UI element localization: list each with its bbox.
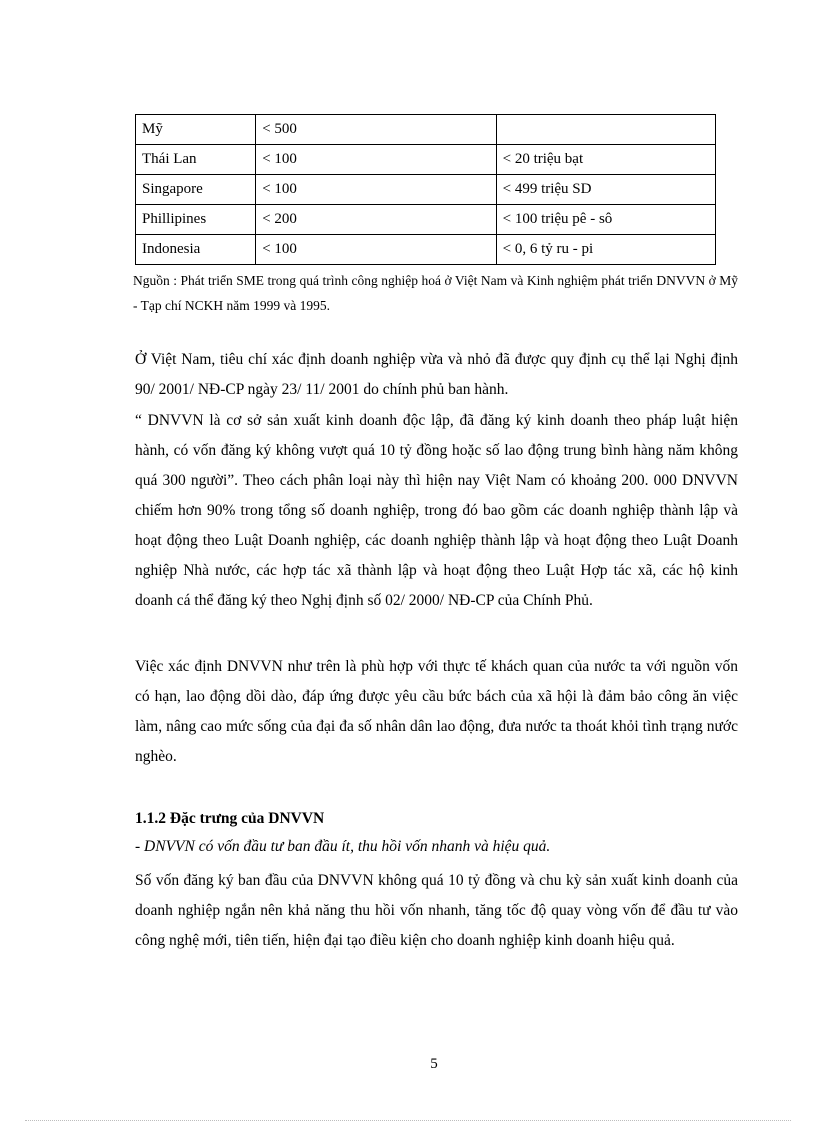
section-subheading: - DNVVN có vốn đầu tư ban đầu ít, thu hồi vốn nhanh và hiệu quả. [135, 838, 551, 855]
table-cell: < 200 [256, 205, 496, 235]
paragraph-dnvvn-assessment: Việc xác định DNVVN như trên là phù hợp với thực tế khách quan của nước ta với nguồn vốn có hạn, lao động dồi dào, đáp ứng được yêu cầu bức bách của xã hội là đảm bảo công ăn việc làm, nâng cao mức sống của đại đa số nhân dân lao động, đưa nước ta thoát khỏi tình trạng nước nghèo. [135, 658, 738, 765]
table-cell: < 499 triệu SD [496, 175, 715, 205]
table-cell: < 100 [256, 235, 496, 265]
paragraph-capital: Số vốn đăng ký ban đầu của DNVVN không quá 10 tỷ đồng và chu kỳ sản xuất kinh doanh của doanh nghiệp ngắn nên khả năng thu hồi vốn nhanh, tăng tốc độ quay vòng vốn để đầu tư vào công nghệ mới, tiên tiến, hiện đại tạo điều kiện cho doanh nghiệp kinh doanh hiệu quả. [135, 872, 738, 949]
table-cell: Phillipines [136, 205, 256, 235]
section-heading: 1.1.2 Đặc trưng của DNVVN [135, 810, 325, 827]
paragraph-vietnam-criteria: Ở Việt Nam, tiêu chí xác định doanh nghiệp vừa và nhỏ đã được quy định cụ thể lại Nghị định 90/ 2001/ NĐ-CP ngày 23/ 11/ 2001 do chính phủ ban hành. [135, 351, 738, 398]
table-cell: < 0, 6 tỷ ru - pi [496, 235, 715, 265]
table-body [136, 115, 716, 265]
table-source-note: Nguồn : Phát triển SME trong quá trình công nghiệp hoá ở Việt Nam và Kinh nghiệm phát triển DNVVN ở Mỹ - Tạp chí NCKH năm 1999 và 1995. [133, 273, 738, 313]
table-row [136, 145, 716, 175]
sme-criteria-table [135, 114, 716, 265]
paragraph-dnvvn-definition: “ DNVVN là cơ sở sản xuất kinh doanh độc lập, đã đăng ký kinh doanh theo pháp luật hiện hành, có vốn đăng ký không vượt quá 10 tỷ đồng hoặc số lao động trung bình hàng năm không quá 300 người”. Theo cách phân loại này thì hiện nay Việt Nam có khoảng 200. 000 DNVVN chiếm hơn 90% trong tổng số doanh nghiệp, trong đó bao gồm các doanh nghiệp thành lập và hoạt động theo Luật Doanh nghiệp, các doanh nghiệp thành lập và hoạt động theo Luật Doanh nghiệp Nhà nước, các hợp tác xã thành lập và hoạt động theo Luật Hợp tác xã, các hộ kinh doanh cá thể đăng ký theo Nghị định số 02/ 2000/ NĐ-CP của Chính Phủ. [135, 412, 738, 609]
table-row [136, 175, 716, 205]
table-cell: Thái Lan [136, 145, 256, 175]
table-cell: < 100 [256, 145, 496, 175]
table-cell: Mỹ [136, 115, 256, 145]
table-row [136, 115, 716, 145]
footer-divider [25, 1120, 791, 1121]
table-cell: < 20 triệu bạt [496, 145, 715, 175]
table-cell: < 100 triệu pê - sô [496, 205, 715, 235]
table-cell: Singapore [136, 175, 256, 205]
page-number: 5 [430, 1056, 438, 1072]
table-cell: < 500 [256, 115, 496, 145]
table-row [136, 235, 716, 265]
table-cell [496, 115, 715, 145]
table-cell: Indonesia [136, 235, 256, 265]
table-cell: < 100 [256, 175, 496, 205]
table-row [136, 205, 716, 235]
